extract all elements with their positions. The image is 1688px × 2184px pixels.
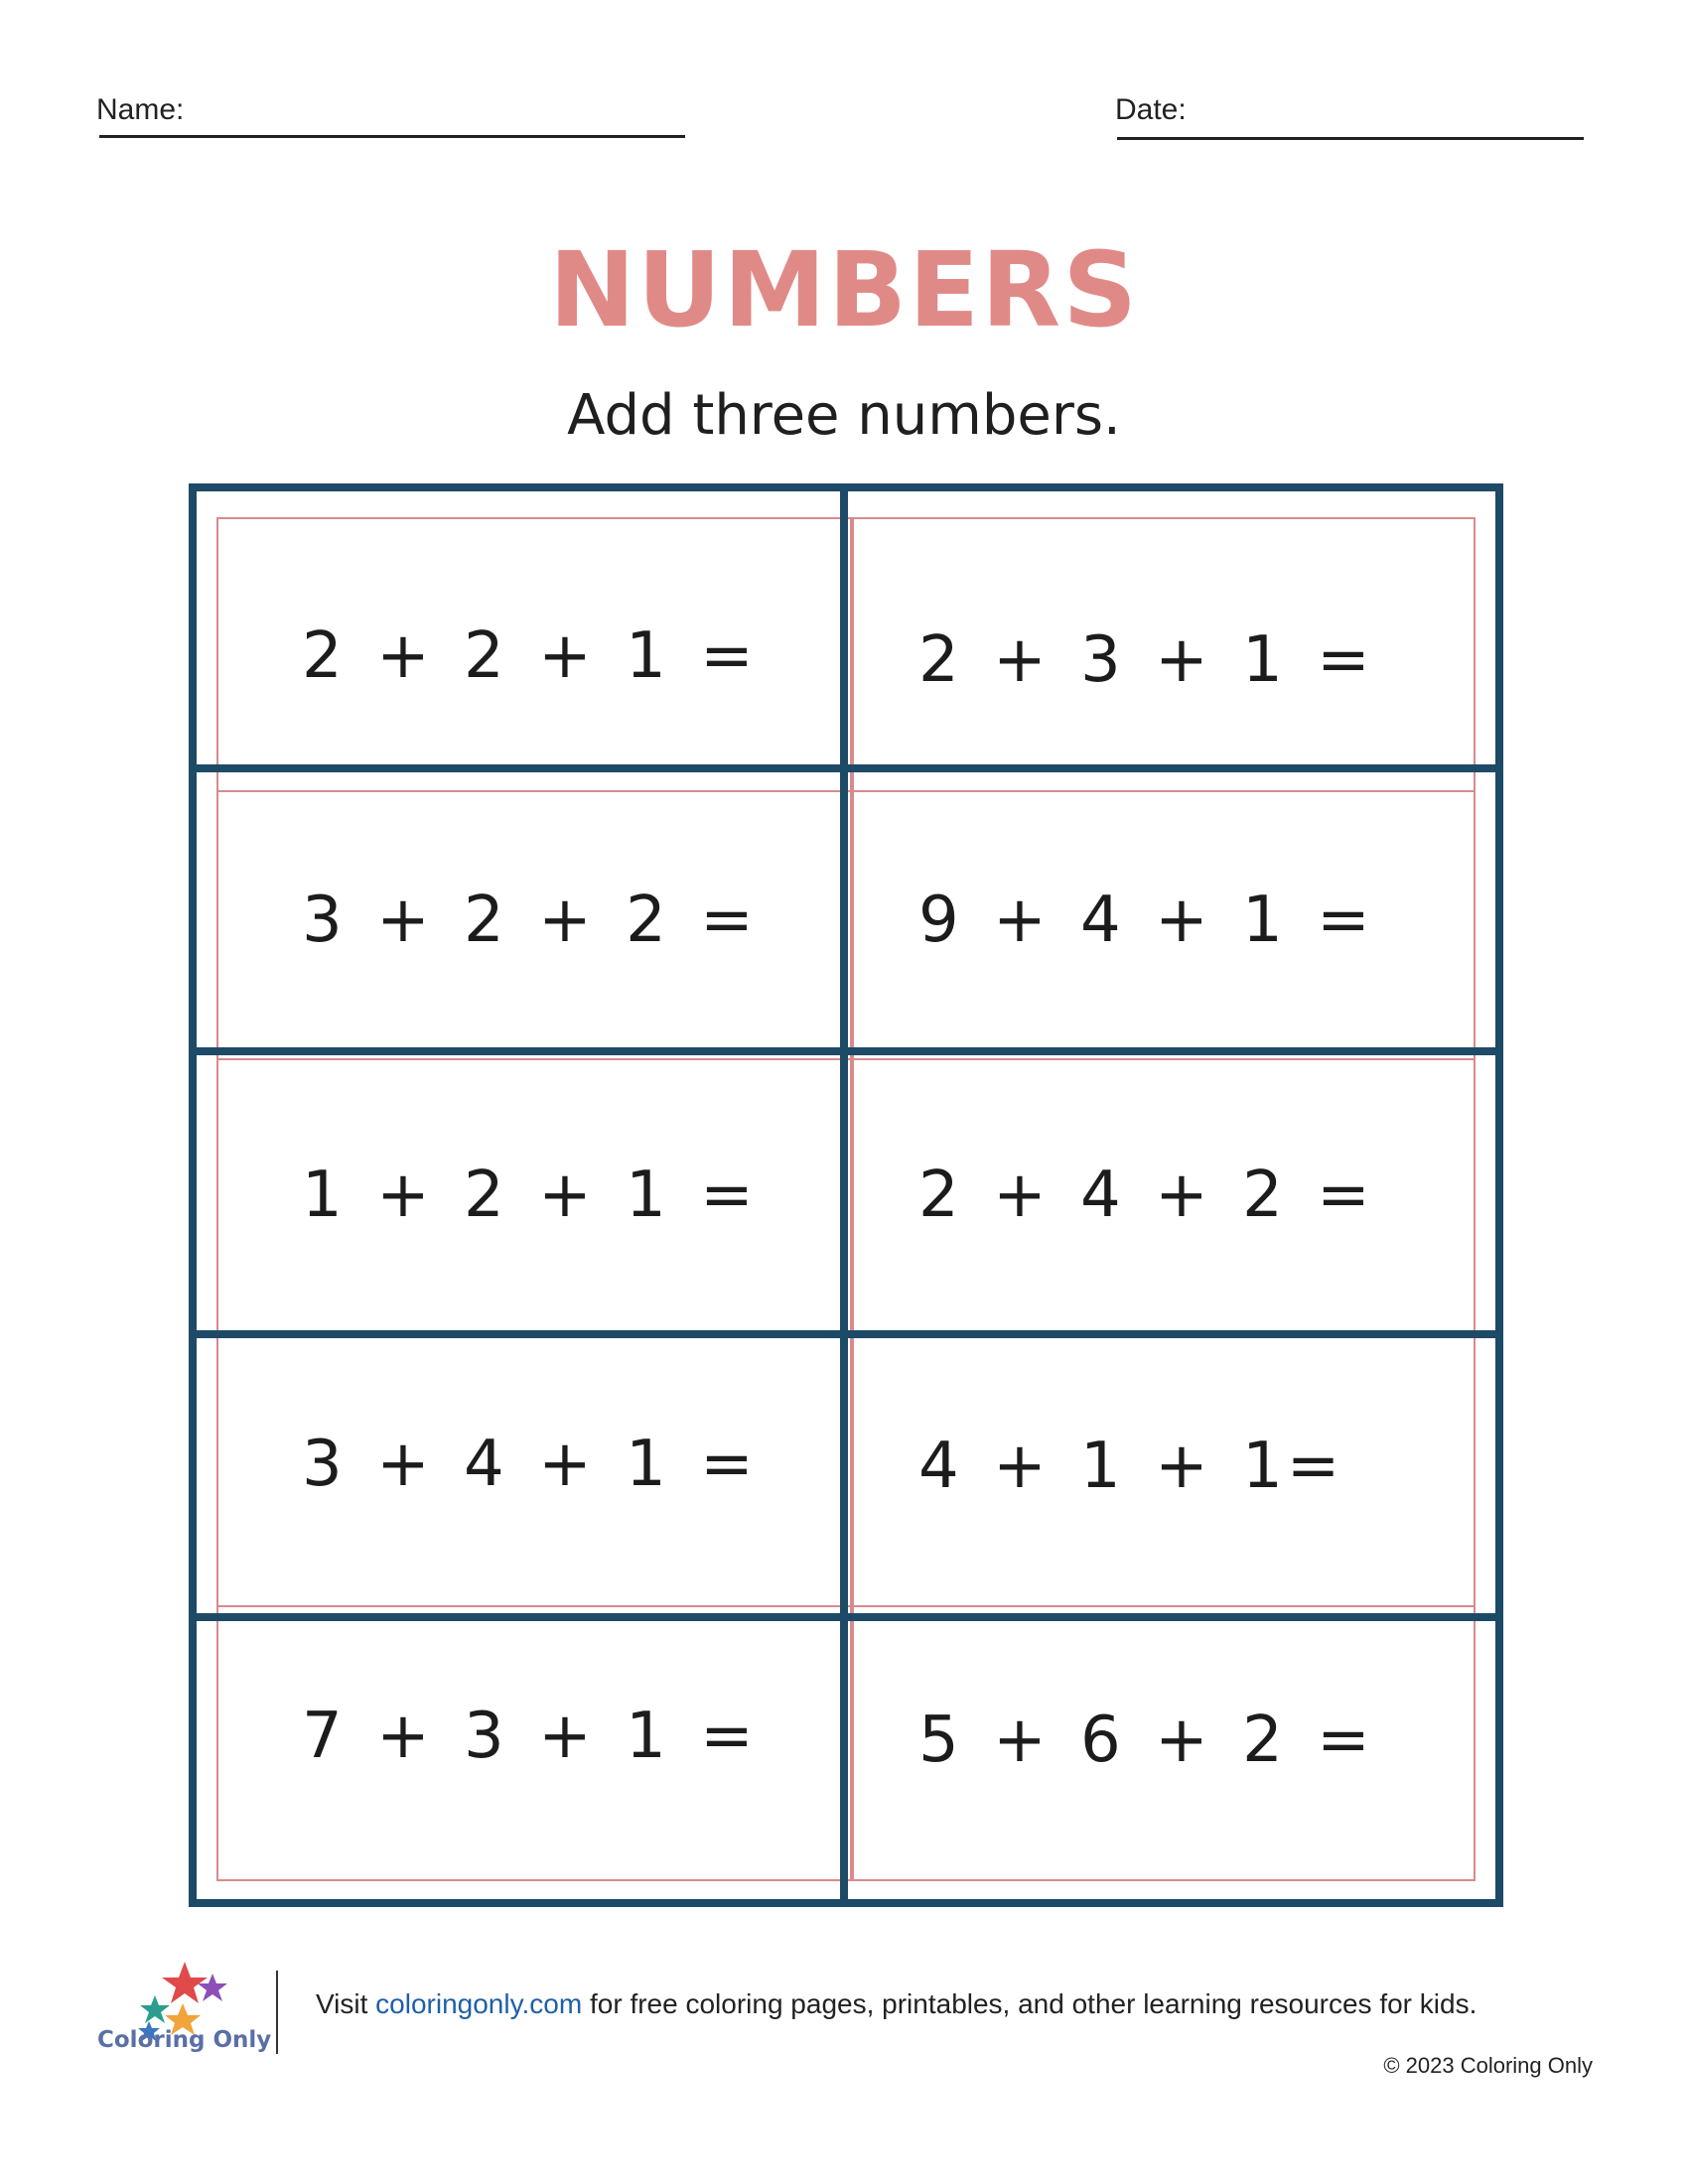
problem-grid [189,483,1503,1907]
problem-7: 3 + 4 + 1 = [302,1428,758,1501]
page-title: NUMBERS [548,229,1140,350]
problem-10: 5 + 6 + 2 = [918,1704,1374,1777]
problem-1: 2 + 2 + 1 = [302,619,758,693]
footer-divider [276,1971,278,2054]
copyright: © 2023 Coloring Only [1383,2053,1593,2078]
grid-row-divider [189,1047,1503,1055]
problem-6: 2 + 4 + 2 = [918,1159,1374,1232]
visit-prefix: Visit [316,1988,376,2019]
grid-border-right [1495,483,1503,1907]
problem-5: 1 + 2 + 1 = [302,1159,758,1232]
logo-text: Coloring Only [97,2027,272,2053]
instructions: Add three numbers. [567,383,1121,448]
date-line[interactable] [1117,137,1584,140]
footer-visit-text [316,1988,1477,2020]
problem-8: 4 + 1 + 1= [918,1430,1344,1503]
date-label: Date: [1115,93,1187,126]
coloringonly-link[interactable]: coloringonly.com [375,1988,583,2019]
grid-column-divider [840,483,848,1907]
problem-4: 9 + 4 + 1 = [918,884,1374,957]
grid-border-left [189,483,197,1907]
visit-suffix: for free coloring pages, printables, and other learning resources for kids. [582,1988,1477,2019]
problem-3: 3 + 2 + 2 = [302,884,758,957]
grid-row-divider [189,1330,1503,1338]
grid-row-divider [189,1613,1503,1621]
name-label: Name: [96,93,185,126]
name-line[interactable] [99,135,685,138]
problem-2: 2 + 3 + 1 = [918,623,1374,697]
grid-row-divider [189,764,1503,772]
problem-9: 7 + 3 + 1 = [302,1700,758,1773]
